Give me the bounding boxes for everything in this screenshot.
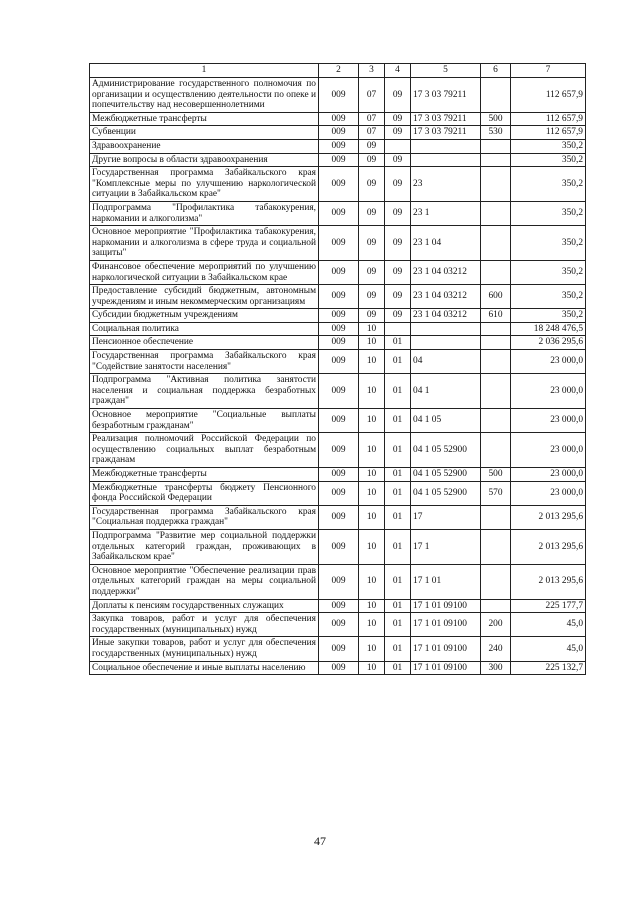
row-name-cell: Здравоохранение	[90, 139, 319, 153]
col-header-vr: 6	[481, 64, 511, 78]
row-vr-cell	[481, 529, 511, 564]
row-csr-cell: 23 1 04	[411, 226, 481, 261]
row-pr-cell: 09	[385, 285, 411, 309]
row-ved-cell: 009	[319, 468, 359, 482]
row-pr-cell: 01	[385, 661, 411, 675]
row-sum-cell: 23 000,0	[511, 481, 586, 505]
row-rz-cell: 10	[359, 433, 385, 468]
row-name-cell: Государственная программа Забайкальского края "Содействие занятости населения"	[90, 350, 319, 374]
row-sum-cell: 350,2	[511, 167, 586, 202]
table-row	[90, 153, 586, 167]
row-vr-cell: 240	[481, 637, 511, 661]
row-rz-cell: 10	[359, 322, 385, 336]
row-pr-cell: 01	[385, 481, 411, 505]
row-sum-cell: 23 000,0	[511, 374, 586, 409]
row-rz-cell: 10	[359, 661, 385, 675]
row-csr-cell: 17 1 01 09100	[411, 613, 481, 637]
table-row	[90, 139, 586, 153]
row-rz-cell: 07	[359, 126, 385, 140]
row-rz-cell: 09	[359, 309, 385, 323]
row-vr-cell	[481, 153, 511, 167]
row-csr-cell: 17 3 03 79211	[411, 126, 481, 140]
row-rz-cell: 10	[359, 350, 385, 374]
row-rz-cell: 09	[359, 167, 385, 202]
row-csr-cell: 04 1 05 52900	[411, 468, 481, 482]
row-csr-cell: 17 1	[411, 529, 481, 564]
row-pr-cell: 09	[385, 78, 411, 113]
row-sum-cell: 18 248 476,5	[511, 322, 586, 336]
row-pr-cell: 01	[385, 505, 411, 529]
row-pr-cell: 01	[385, 564, 411, 599]
row-csr-cell: 23 1 04 03212	[411, 260, 481, 284]
row-rz-cell: 10	[359, 409, 385, 433]
row-name-cell: Подпрограмма "Активная политика занятости населения и социальная поддержка безработных граждан"	[90, 374, 319, 409]
row-rz-cell: 09	[359, 226, 385, 261]
table-row	[90, 350, 586, 374]
row-rz-cell: 09	[359, 285, 385, 309]
row-name-cell: Субвенции	[90, 126, 319, 140]
row-rz-cell: 10	[359, 481, 385, 505]
row-vr-cell: 500	[481, 112, 511, 126]
row-sum-cell: 225 177,7	[511, 599, 586, 613]
table-row	[90, 564, 586, 599]
table-body	[90, 78, 586, 675]
row-sum-cell: 2 013 295,6	[511, 564, 586, 599]
row-sum-cell: 45,0	[511, 637, 586, 661]
row-ved-cell: 009	[319, 126, 359, 140]
row-vr-cell	[481, 409, 511, 433]
row-name-cell: Пенсионное обеспечение	[90, 336, 319, 350]
row-ved-cell: 009	[319, 599, 359, 613]
row-name-cell: Иные закупки товаров, работ и услуг для обеспечения государственных (муниципальных) нужд	[90, 637, 319, 661]
row-csr-cell: 17 1 01 09100	[411, 661, 481, 675]
row-name-cell: Основное мероприятие "Обеспечение реализации прав отдельных категорий граждан на меры социальной поддержки"	[90, 564, 319, 599]
table-row	[90, 201, 586, 225]
row-ved-cell: 009	[319, 201, 359, 225]
row-ved-cell: 009	[319, 139, 359, 153]
row-sum-cell: 2 036 295,6	[511, 336, 586, 350]
row-csr-cell	[411, 336, 481, 350]
row-csr-cell	[411, 153, 481, 167]
row-pr-cell: 01	[385, 599, 411, 613]
row-sum-cell: 350,2	[511, 260, 586, 284]
row-rz-cell: 09	[359, 139, 385, 153]
row-csr-cell: 04 1 05 52900	[411, 433, 481, 468]
col-header-pr: 4	[385, 64, 411, 78]
row-sum-cell: 23 000,0	[511, 350, 586, 374]
row-pr-cell: 09	[385, 260, 411, 284]
table-row	[90, 409, 586, 433]
row-pr-cell: 09	[385, 309, 411, 323]
row-vr-cell: 570	[481, 481, 511, 505]
row-pr-cell: 01	[385, 374, 411, 409]
row-name-cell: Межбюджетные трансферты бюджету Пенсионного фонда Российской Федерации	[90, 481, 319, 505]
row-ved-cell: 009	[319, 336, 359, 350]
table-row	[90, 481, 586, 505]
row-name-cell: Предоставление субсидий бюджетным, автономным учреждениям и иным некоммерческим организациям	[90, 285, 319, 309]
row-name-cell: Доплаты к пенсиям государственных служащих	[90, 599, 319, 613]
row-pr-cell: 09	[385, 167, 411, 202]
row-rz-cell: 10	[359, 468, 385, 482]
table-row	[90, 505, 586, 529]
row-rz-cell: 09	[359, 260, 385, 284]
row-vr-cell	[481, 226, 511, 261]
row-pr-cell: 09	[385, 112, 411, 126]
row-sum-cell: 45,0	[511, 613, 586, 637]
row-csr-cell: 17 1 01 09100	[411, 599, 481, 613]
row-vr-cell	[481, 433, 511, 468]
row-csr-cell	[411, 322, 481, 336]
row-pr-cell: 01	[385, 350, 411, 374]
table-row	[90, 529, 586, 564]
row-vr-cell	[481, 599, 511, 613]
row-name-cell: Социальное обеспечение и иные выплаты населению	[90, 661, 319, 675]
row-vr-cell	[481, 564, 511, 599]
table-row	[90, 126, 586, 140]
row-ved-cell: 009	[319, 613, 359, 637]
row-sum-cell: 350,2	[511, 285, 586, 309]
row-sum-cell: 112 657,9	[511, 112, 586, 126]
table-row	[90, 260, 586, 284]
row-sum-cell: 225 132,7	[511, 661, 586, 675]
header-row	[90, 64, 586, 78]
row-ved-cell: 009	[319, 226, 359, 261]
row-pr-cell: 01	[385, 529, 411, 564]
row-pr-cell: 01	[385, 613, 411, 637]
row-rz-cell: 09	[359, 153, 385, 167]
table-row	[90, 309, 586, 323]
table-row	[90, 336, 586, 350]
row-csr-cell: 17 1 01	[411, 564, 481, 599]
row-rz-cell: 10	[359, 336, 385, 350]
row-csr-cell: 23 1	[411, 201, 481, 225]
row-ved-cell: 009	[319, 505, 359, 529]
row-ved-cell: 009	[319, 153, 359, 167]
table-row	[90, 112, 586, 126]
row-vr-cell	[481, 167, 511, 202]
row-csr-cell: 04 1 05 52900	[411, 481, 481, 505]
row-ved-cell: 009	[319, 350, 359, 374]
table-row	[90, 661, 586, 675]
row-sum-cell: 23 000,0	[511, 433, 586, 468]
table-row	[90, 78, 586, 113]
page-number: 47	[314, 834, 326, 848]
table-row	[90, 322, 586, 336]
row-name-cell: Закупка товаров, работ и услуг для обеспечения государственных (муниципальных) нужд	[90, 613, 319, 637]
row-rz-cell: 10	[359, 613, 385, 637]
row-vr-cell: 610	[481, 309, 511, 323]
row-sum-cell: 350,2	[511, 153, 586, 167]
row-ved-cell: 009	[319, 322, 359, 336]
row-name-cell: Межбюджетные трансферты	[90, 112, 319, 126]
row-ved-cell: 009	[319, 285, 359, 309]
row-pr-cell: 01	[385, 336, 411, 350]
row-sum-cell: 23 000,0	[511, 409, 586, 433]
row-vr-cell	[481, 139, 511, 153]
row-pr-cell	[385, 139, 411, 153]
row-name-cell: Субсидии бюджетным учреждениям	[90, 309, 319, 323]
row-vr-cell	[481, 260, 511, 284]
row-csr-cell: 17 1 01 09100	[411, 637, 481, 661]
row-csr-cell: 17 3 03 79211	[411, 112, 481, 126]
row-vr-cell	[481, 336, 511, 350]
table-row	[90, 599, 586, 613]
row-sum-cell: 350,2	[511, 201, 586, 225]
col-header-csr: 5	[411, 64, 481, 78]
row-name-cell: Финансовое обеспечение мероприятий по улучшению наркологической ситуации в Забайкальском крае	[90, 260, 319, 284]
row-ved-cell: 009	[319, 564, 359, 599]
table-row	[90, 285, 586, 309]
row-pr-cell: 01	[385, 409, 411, 433]
row-rz-cell: 10	[359, 505, 385, 529]
row-vr-cell	[481, 374, 511, 409]
row-pr-cell: 01	[385, 468, 411, 482]
row-rz-cell: 10	[359, 374, 385, 409]
row-ved-cell: 009	[319, 112, 359, 126]
row-sum-cell: 112 657,9	[511, 78, 586, 113]
row-pr-cell: 09	[385, 201, 411, 225]
table-row	[90, 613, 586, 637]
table-row	[90, 374, 586, 409]
row-csr-cell: 17 3 03 79211	[411, 78, 481, 113]
table-row	[90, 167, 586, 202]
row-sum-cell: 350,2	[511, 139, 586, 153]
row-vr-cell: 300	[481, 661, 511, 675]
row-name-cell: Основное мероприятие "Профилактика табакокурения, наркомании и алкоголизма в сфере труда и социальной защиты"	[90, 226, 319, 261]
row-ved-cell: 009	[319, 78, 359, 113]
row-name-cell: Подпрограмма "Развитие мер социальной поддержки отдельных категорий граждан, проживающих в Забайкальском крае"	[90, 529, 319, 564]
row-ved-cell: 009	[319, 374, 359, 409]
row-sum-cell: 350,2	[511, 309, 586, 323]
table-row	[90, 226, 586, 261]
row-vr-cell	[481, 78, 511, 113]
table-row	[90, 468, 586, 482]
row-sum-cell: 23 000,0	[511, 468, 586, 482]
row-csr-cell: 04	[411, 350, 481, 374]
row-ved-cell: 009	[319, 661, 359, 675]
budget-table	[89, 63, 586, 675]
row-vr-cell	[481, 505, 511, 529]
row-rz-cell: 10	[359, 529, 385, 564]
row-pr-cell: 09	[385, 153, 411, 167]
row-csr-cell: 23 1 04 03212	[411, 309, 481, 323]
table-row	[90, 637, 586, 661]
row-rz-cell: 07	[359, 78, 385, 113]
row-csr-cell: 23	[411, 167, 481, 202]
row-vr-cell	[481, 322, 511, 336]
row-rz-cell: 07	[359, 112, 385, 126]
row-name-cell: Государственная программа Забайкальского края "Социальная поддержка граждан"	[90, 505, 319, 529]
row-name-cell: Межбюджетные трансферты	[90, 468, 319, 482]
row-pr-cell: 01	[385, 637, 411, 661]
row-pr-cell: 09	[385, 226, 411, 261]
row-pr-cell: 01	[385, 433, 411, 468]
row-pr-cell	[385, 322, 411, 336]
row-sum-cell: 112 657,9	[511, 126, 586, 140]
row-vr-cell: 200	[481, 613, 511, 637]
row-sum-cell: 2 013 295,6	[511, 505, 586, 529]
row-vr-cell	[481, 350, 511, 374]
row-vr-cell: 500	[481, 468, 511, 482]
row-sum-cell: 350,2	[511, 226, 586, 261]
row-name-cell: Социальная политика	[90, 322, 319, 336]
row-ved-cell: 009	[319, 260, 359, 284]
row-name-cell: Основное мероприятие "Социальные выплаты безработным гражданам"	[90, 409, 319, 433]
row-csr-cell: 17	[411, 505, 481, 529]
row-name-cell: Администрирование государственного полномочия по организации и осуществлению деятельности по опеке и попечительству над несовершеннолетними	[90, 78, 319, 113]
col-header-sum: 7	[511, 64, 586, 78]
row-ved-cell: 009	[319, 433, 359, 468]
row-rz-cell: 10	[359, 564, 385, 599]
row-vr-cell: 600	[481, 285, 511, 309]
row-sum-cell: 2 013 295,6	[511, 529, 586, 564]
row-ved-cell: 009	[319, 309, 359, 323]
row-rz-cell: 09	[359, 201, 385, 225]
table-row	[90, 433, 586, 468]
row-ved-cell: 009	[319, 409, 359, 433]
row-vr-cell	[481, 201, 511, 225]
row-ved-cell: 009	[319, 637, 359, 661]
row-vr-cell: 530	[481, 126, 511, 140]
col-header-name: 1	[90, 64, 319, 78]
row-rz-cell: 10	[359, 637, 385, 661]
row-csr-cell: 04 1 05	[411, 409, 481, 433]
row-ved-cell: 009	[319, 481, 359, 505]
row-csr-cell: 04 1	[411, 374, 481, 409]
col-header-ved: 2	[319, 64, 359, 78]
row-pr-cell: 09	[385, 126, 411, 140]
row-name-cell: Подпрограмма "Профилактика табакокурения, наркомании и алкоголизма"	[90, 201, 319, 225]
row-name-cell: Реализация полномочий Российской Федерации по осуществлению социальных выплат безработным гражданам	[90, 433, 319, 468]
col-header-rz: 3	[359, 64, 385, 78]
row-csr-cell	[411, 139, 481, 153]
row-ved-cell: 009	[319, 529, 359, 564]
row-name-cell: Государственная программа Забайкальского края "Комплексные меры по улучшению наркологической ситуации в Забайкальском крае"	[90, 167, 319, 202]
row-ved-cell: 009	[319, 167, 359, 202]
row-name-cell: Другие вопросы в области здравоохранения	[90, 153, 319, 167]
row-csr-cell: 23 1 04 03212	[411, 285, 481, 309]
row-rz-cell: 10	[359, 599, 385, 613]
